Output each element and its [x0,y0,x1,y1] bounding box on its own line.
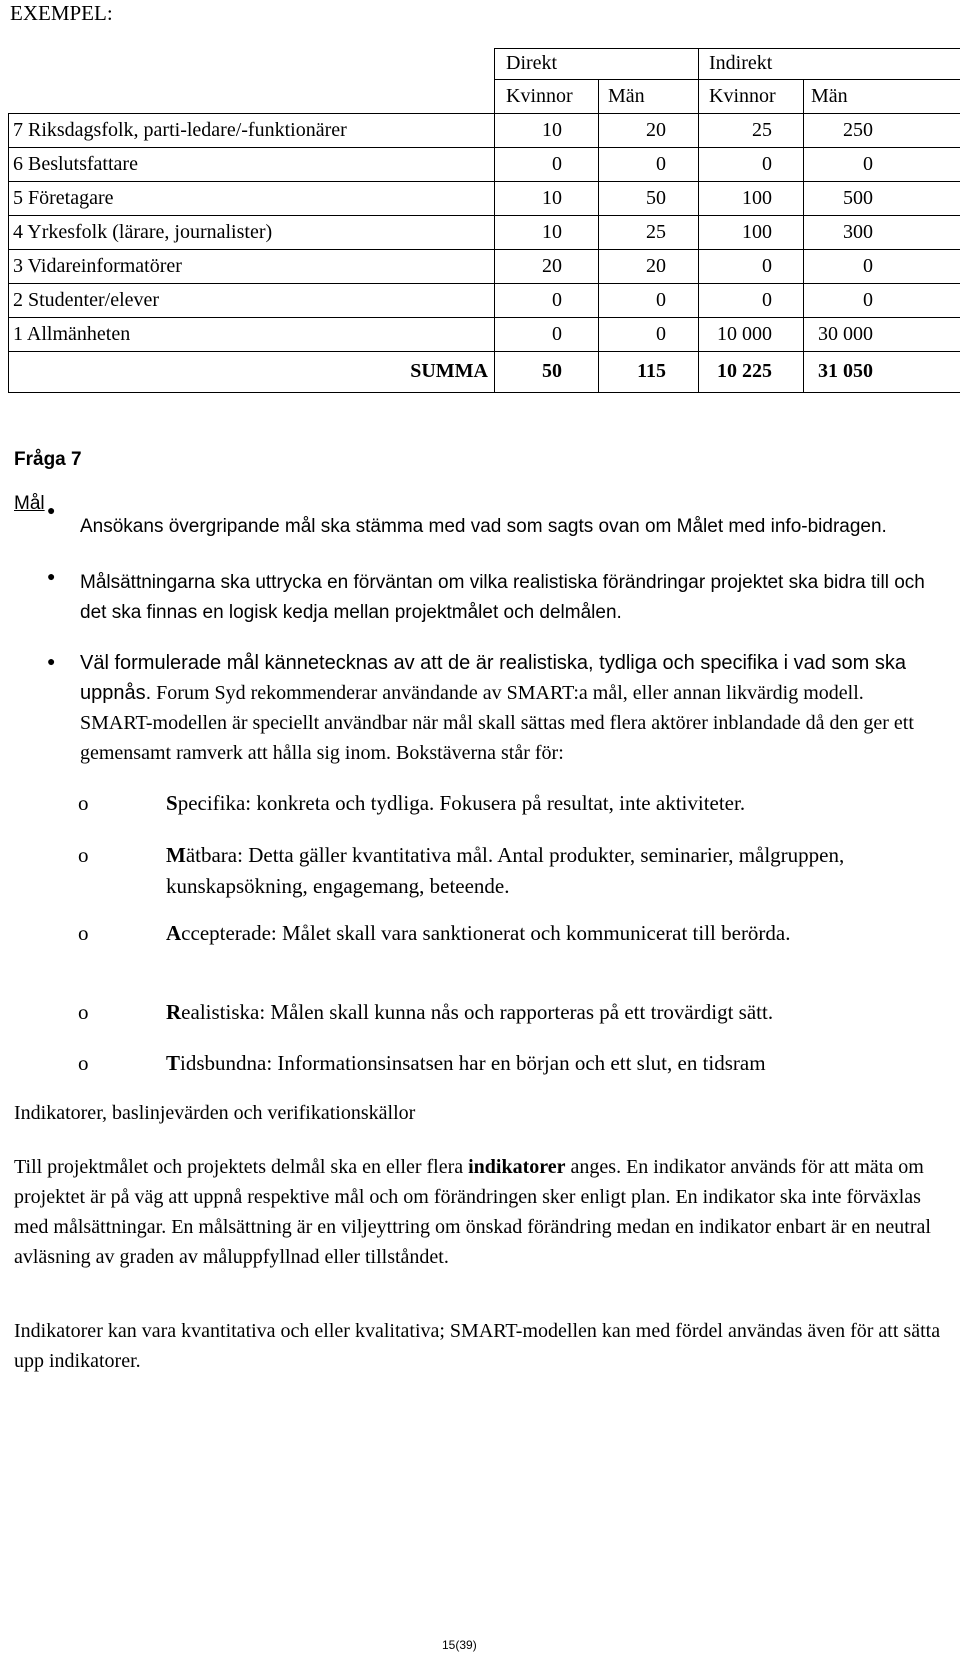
bullet-icon: ● [47,655,56,670]
bullet-text: Målsättningarna ska uttrycka en förväntan om vilka realistiska förändringar projektet ska bidra till och det ska finnas en logisk kedja mellan projektmålet och delmålen. [80,572,925,623]
smart-letter: T [166,1051,181,1075]
smart-letter: S [166,791,178,815]
table-line [698,48,699,392]
sub-bullet-marker: o [78,1051,89,1075]
bullet-text-serif: Forum Syd rekommenderar användande av SMART:a mål, eller annan likvärdig modell. SMART-modellen är speciellt användbar när mål skall sättas med flera aktörer inblandade då den ger ett gemensamt ramverk att hålla sig inom. Bokstäverna står för: [80,682,914,764]
bullet-text: Ansökans övergripande mål ska stämma med vad som sagts ovan om Målet med info-bidragen. [80,516,887,537]
row-label: 2 Studenter/elever [13,289,160,311]
cell-value: 0 [552,289,562,311]
smart-text: ätbara: Detta gäller kvantitativa mål. Antal produkter, seminarier, målgruppen, kunskapsökning, engagemang, beteende. [166,843,845,898]
bullet-icon: ● [47,570,56,585]
smart-item-m [166,840,926,902]
cell-value: 0 [656,289,666,311]
cell-value: 10 [542,187,562,209]
sub-bullet-marker: o [78,843,89,867]
smart-letter: R [166,1000,182,1024]
sum-value: 50 [542,360,562,382]
smart-letter: A [166,921,182,945]
cell-value: 10 [542,119,562,141]
row-label: 5 Företagare [13,187,114,209]
target-group-table [8,48,960,422]
sub-bullet-marker: o [78,921,89,945]
cell-value: 25 [646,221,666,243]
row-label: 3 Vidareinformatörer [13,255,182,277]
table-line [598,79,599,392]
bullet-text-compound [80,648,940,768]
cell-value: 0 [863,153,873,175]
cell-value: 20 [646,119,666,141]
sum-value: 10 225 [717,360,772,382]
section-subtitle: Mål [14,493,45,514]
smart-text: idsbundna: Informationsinsatsen har en början och ett slut, en tidsram [180,1051,766,1075]
smart-letter: M [166,843,186,867]
sum-value: 31 050 [818,360,873,382]
cell-value: 0 [863,255,873,277]
bullet-text-sans: Väl formulerade mål kännetecknas av att de är realistiska, tydliga och specifika i vad som ska uppnås. [80,652,906,704]
subheader-kvinnor-direkt: Kvinnor [506,85,573,107]
sum-label: SUMMA [410,360,488,382]
cell-value: 100 [742,221,772,243]
document-heading: EXEMPEL: [10,1,113,25]
cell-value: 0 [762,289,772,311]
subheader-kvinnor-indirekt: Kvinnor [709,85,776,107]
paragraph-emphasis: indikatorer [468,1156,566,1178]
table-line [8,392,960,393]
bullet-icon: ● [47,504,56,519]
cell-value: 0 [552,153,562,175]
cell-value: 10 000 [717,323,772,345]
cell-value: 0 [762,255,772,277]
header-direkt: Direkt [506,52,558,74]
smart-text: ccepterade: Målet skall vara sanktionerat och kommunicerat till berörda. [181,921,791,945]
table-line [494,48,495,392]
smart-item-r [166,997,946,1028]
cell-value: 0 [762,153,772,175]
section-title: Fråga 7 [14,449,82,470]
indicators-heading: Indikatorer, baslinjevärden och verifikationskällor [14,1102,416,1124]
sum-value: 115 [637,360,666,382]
paragraph: Indikatorer kan vara kvantitativa och eller kvalitativa; SMART-modellen kan med fördel användas även för att sätta upp indikatorer. [14,1320,941,1372]
cell-value: 100 [742,187,772,209]
row-label: 4 Yrkesfolk (lärare, journalister) [13,221,273,243]
sub-bullet-marker: o [78,791,89,815]
cell-value: 10 [542,221,562,243]
paragraph [14,1152,944,1272]
row-label: 7 Riksdagsfolk, parti-ledare/-funktionärer [13,119,347,141]
cell-value: 20 [542,255,562,277]
cell-value: 0 [552,323,562,345]
cell-value: 50 [646,187,666,209]
smart-item-s [166,788,926,819]
subheader-man-direkt: Män [608,85,645,107]
smart-text: pecifika: konkreta och tydliga. Fokusera på resultat, inte aktiviteter. [177,791,746,815]
header-indirekt: Indirekt [709,52,773,74]
cell-value: 0 [863,289,873,311]
cell-value: 500 [843,187,873,209]
subheader-man-indirekt: Män [811,85,848,107]
cell-value: 25 [752,119,772,141]
cell-value: 250 [843,119,873,141]
table-line [8,113,9,392]
smart-item-t [166,1048,946,1079]
sub-bullet-marker: o [78,1000,89,1024]
cell-value: 0 [656,323,666,345]
smart-item-a [166,918,926,949]
table-line [803,79,804,392]
smart-text: ealistiska: Målen skall kunna nås och rapporteras på ett trovärdigt sätt. [181,1000,774,1024]
cell-value: 0 [656,153,666,175]
page-number: 15(39) [442,1638,477,1652]
row-label: 1 Allmänheten [13,323,131,345]
paragraph-text: Till projektmålet och projektets delmål ska en eller flera [14,1156,469,1178]
cell-value: 20 [646,255,666,277]
paragraph-text: anges. En indikator används för att mäta om projektet är på väg att uppnå respektive mål och om förändringen sker enligt plan. En indikator ska inte förväxlas med målsättningar. En målsättning är en viljeyttring om önskad förändring medan en indikator enbart är en neutral avläsning av graden av måluppfyllnad eller tillståndet. [14,1156,931,1268]
row-label: 6 Beslutsfattare [13,153,138,175]
cell-value: 30 000 [818,323,873,345]
cell-value: 300 [843,221,873,243]
